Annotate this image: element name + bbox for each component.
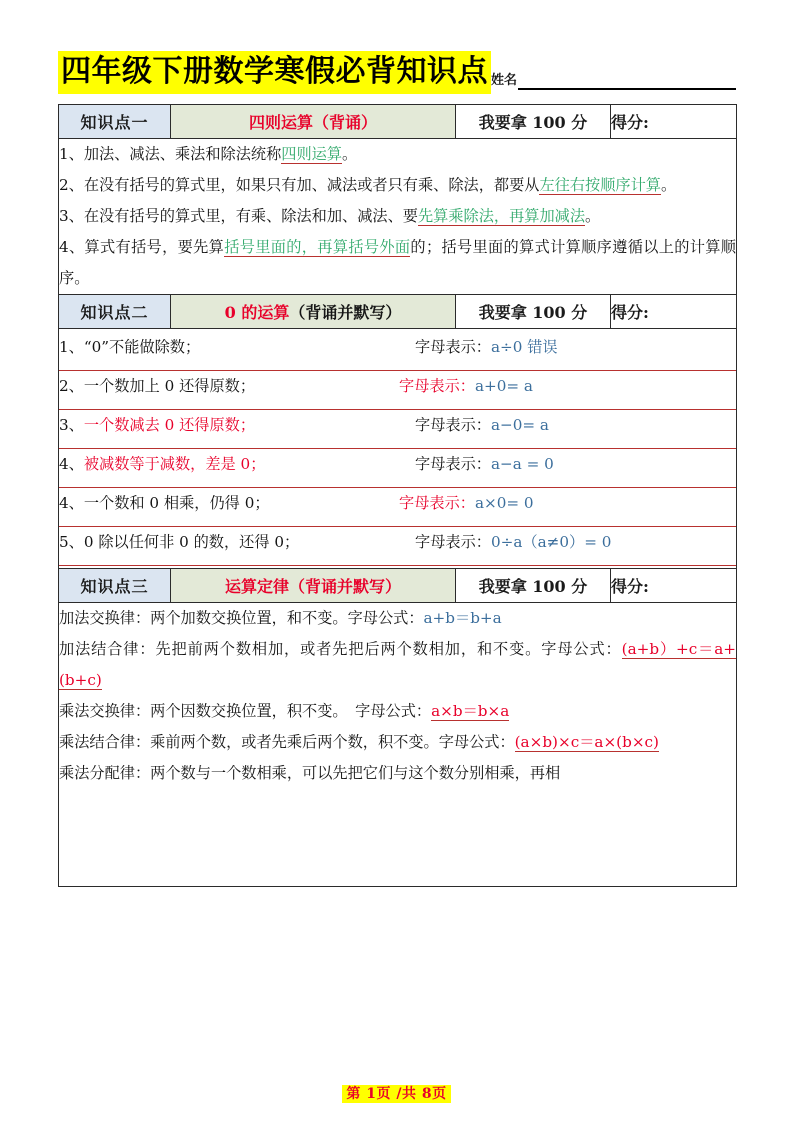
text-emphasis: 左往右按顺序计算 [539,176,661,194]
score-blank-2[interactable]: 得分: [611,295,737,329]
text-plain: 3、在没有括号的算式里，有乘、除法和加、减法、要 [59,207,418,225]
rule-body: 一个数减去 0 还得原数； [83,416,256,434]
section-header-row-2 [59,295,737,329]
rule-line [59,232,736,294]
text-plain: 。 [585,207,601,225]
formula-value: a−a = 0 [490,455,554,473]
section-topic-1 [171,105,456,139]
section-content-1 [59,139,737,295]
list-item [59,449,736,488]
rule-number: 2、 [59,377,84,395]
rule-number: 4、 [59,455,84,473]
section-body-row-3 [59,603,737,887]
section-content-3 [59,603,737,887]
formula-value: a−0= a [490,416,549,434]
formula-cell [359,449,736,480]
formula-value: a×0= 0 [474,494,534,512]
score-goal-2: 我要拿 100 分 [456,295,611,329]
section-index-3: 知识点三 [59,569,171,603]
law-line [59,727,736,758]
text-plain: 4、算式有括号，要先算 [59,238,225,256]
rule-text [59,449,359,480]
zero-rules-list [59,332,736,566]
list-item [59,371,736,410]
rule-number: 5、 [59,533,84,551]
section-topic-main-3: 运算定律 [224,577,289,596]
formula-label: 字母表示： [399,494,475,512]
name-input-blank[interactable] [518,68,736,90]
law-formula: a×b＝b×a [431,702,510,720]
name-label: 姓名 [491,73,518,88]
law-text: 乘前两个数，或者先乘后两个数，积不变。字母公式： [150,733,515,751]
score-blank-1[interactable]: 得分: [611,105,737,139]
law-text: 两个因数交换位置，积不变。 字母公式： [150,702,432,720]
rule-text [59,371,359,402]
section-body-row-1 [59,139,737,295]
text-plain: 。 [660,176,677,194]
text-plain: 1、加法、减法、乘法和除法统称 [59,145,282,163]
section-topic-note-3: （背诵并默写） [289,577,402,596]
section-topic-3 [171,569,456,603]
list-item [59,410,736,449]
text-plain: 。 [342,145,358,163]
formula-label: 字母表示： [415,416,491,434]
rule-line [59,170,736,201]
text-plain: 的；括号里面的算式计算顺序遵循以上的计算顺序。 [59,238,736,287]
score-goal-1: 我要拿 100 分 [456,105,611,139]
section-index-2: 知识点二 [59,295,171,329]
formula-cell [359,332,736,363]
formula-label: 字母表示： [415,455,491,473]
law-text: 两个数与一个数相乘，可以先把它们与这个数分别相乘，再相 [150,764,561,782]
section-header-row-3 [59,569,737,603]
rule-number: 3、 [59,416,84,434]
section-body-row-2 [59,329,737,569]
formula-value: 0÷a（a≠0）= 0 [490,533,612,551]
rule-line [59,201,736,232]
rule-body: 一个数加上 0 还得原数； [83,377,256,395]
rule-body: “0”不能做除数； [83,338,201,356]
section-header-row-1 [59,105,737,139]
formula-cell [359,488,736,519]
score-blank-3[interactable]: 得分: [611,569,737,603]
formula-label: 字母表示： [415,533,491,551]
law-name: 乘法交换律： [59,702,151,720]
law-line [59,603,736,634]
title-row [58,48,736,94]
rule-body: 被减数等于减数，差是 0； [83,455,266,473]
section-topic-main-2: 0 的运算 [224,303,290,322]
text-emphasis: 括号里面的，再算括号外面 [224,238,411,256]
section-content-2 [59,329,737,569]
law-line [59,696,736,727]
law-name: 加法结合律： [59,640,156,658]
score-goal-3: 我要拿 100 分 [456,569,611,603]
rule-number: 4、 [59,494,84,512]
rule-text [59,332,359,363]
law-name: 乘法结合律： [59,733,151,751]
section-index-1: 知识点一 [59,105,171,139]
page-footer [0,1083,793,1103]
rule-text [59,410,359,441]
text-emphasis: 先算乘除法，再算加减法 [417,207,586,225]
law-line [59,634,736,696]
law-name: 加法交换律： [59,609,151,627]
law-text: 先把前两个数相加，或者先把后两个数相加，和不变。字母公式： [155,640,622,658]
section-topic-main-1: 四则运算 [248,113,313,132]
list-item [59,488,736,527]
rule-number: 1、 [59,338,84,356]
rule-line [59,139,736,170]
text-plain: 2、在没有括号的算式里，如果只有加、减法或者只有乘、除法，都要从 [59,176,540,194]
section-topic-note-2: （背诵并默写） [289,303,402,322]
formula-label: 字母表示： [415,338,491,356]
formula-value: a÷0 错误 [490,338,558,356]
rule-body: 0 除以任何非 0 的数，还得 0； [83,533,300,551]
law-formula: (a×b)×c＝a×(b×c) [514,733,659,751]
law-formula: (a+b）+c＝a+(b+c) [59,640,737,689]
section-topic-note-1: （背诵） [313,113,378,132]
formula-cell [359,371,736,402]
section-topic-2 [171,295,456,329]
knowledge-points-table [58,104,737,887]
formula-label: 字母表示： [399,377,475,395]
page-number: 第 1页 /共 8页 [342,1085,450,1103]
rule-text [59,527,359,558]
formula-cell [359,410,736,441]
law-text: 两个加数交换位置，和不变。字母公式： [150,609,424,627]
formula-value: a+0= a [474,377,533,395]
page-title: 四年级下册数学寒假必背知识点 [58,51,491,94]
rule-body: 一个数和 0 相乘，仍得 0； [83,494,270,512]
law-name: 乘法分配律： [59,764,151,782]
list-item [59,527,736,566]
text-emphasis: 四则运算 [281,145,343,163]
law-line [59,758,736,789]
list-item [59,332,736,371]
formula-cell [359,527,736,558]
law-formula: a+b＝b+a [423,609,502,627]
rule-text [59,488,359,519]
